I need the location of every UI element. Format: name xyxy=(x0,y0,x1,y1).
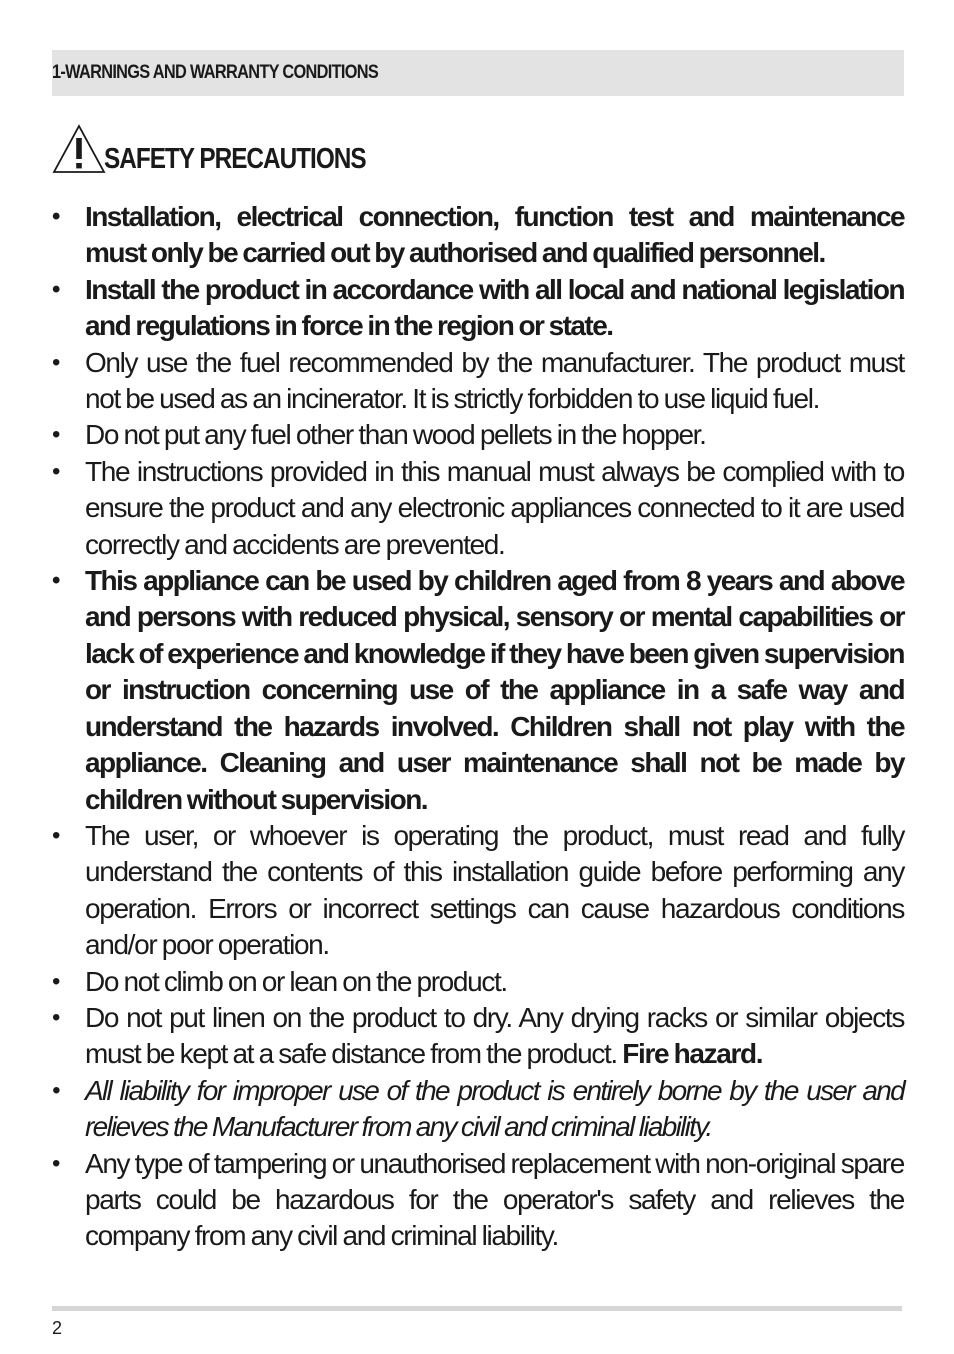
list-item-text: Any type of tampering or unauthorised replacement with non-original spare parts could be hazardous for the operator's safety and relieves the company from any civil and criminal liability. xyxy=(85,1147,904,1252)
bullet-icon: • xyxy=(52,1076,59,1104)
list-item-text: This appliance can be used by children aged from 8 years and above and persons with reduced physical, sensory or mental capabilities or lack of experience and knowledge if they have been given supervision or instruction concerning use of the appliance in a safe way and understand the hazards involved. Children shall not play with the appliance. Cleaning and user maintenance shall not be made by children without supervision. xyxy=(85,565,904,815)
list-item xyxy=(52,1073,904,1146)
list-item xyxy=(52,563,904,818)
bullet-icon: • xyxy=(52,203,59,230)
bullet-icon: • xyxy=(52,275,59,303)
bullet-icon: • xyxy=(52,1149,60,1177)
bullet-icon: • xyxy=(52,457,60,485)
list-item-text: Do not put any fuel other than wood pellets in the hopper. xyxy=(85,419,706,451)
list-item xyxy=(52,272,904,345)
list-item-text: Do not put linen on the product to dry. Any drying racks or similar objects must be kept at a safe distance from the product. xyxy=(85,1001,904,1070)
section-header-bar xyxy=(52,50,904,96)
warning-triangle-icon xyxy=(52,124,106,176)
section-title: 1-WARNINGS AND WARRANTY CONDITIONS xyxy=(52,62,379,83)
list-item xyxy=(52,964,904,1000)
bullet-icon: • xyxy=(52,967,60,995)
list-item-text: All liability for improper use of the product is entirely borne by the user and relieves the Manufacturer from any civil and criminal liability. xyxy=(85,1074,904,1143)
list-item xyxy=(52,454,904,563)
bullet-icon: • xyxy=(52,1003,60,1031)
fire-hazard-warning: Fire hazard. xyxy=(622,1038,763,1070)
bullet-icon: • xyxy=(52,421,60,449)
bullet-icon: • xyxy=(52,567,59,595)
list-item xyxy=(52,818,904,964)
bullet-icon: • xyxy=(52,348,60,376)
list-item-text: Installation, electrical connection, function test and maintenance must only be carried out by authorised and qualified personnel. xyxy=(85,201,904,269)
list-item-text: Install the product in accordance with all local and national legislation and regulations in force in the region or state. xyxy=(85,273,904,342)
list-item xyxy=(52,199,904,272)
page-number: 2 xyxy=(52,1318,62,1338)
safety-precautions-list xyxy=(52,199,904,1255)
footer-divider xyxy=(52,1306,902,1311)
list-item xyxy=(52,417,904,453)
bullet-icon: • xyxy=(52,821,60,849)
list-item-text: The instructions provided in this manual must always be complied with to ensure the product and any electronic appliances connected to it are used correctly and accidents are prevented. xyxy=(85,455,904,560)
list-item-text: The user, or whoever is operating the product, must read and fully understand the contents of this installation guide before performing any operation. Errors or incorrect settings can cause hazardous conditions and/or poor operation. xyxy=(85,819,904,961)
list-item xyxy=(52,1146,904,1255)
safety-heading xyxy=(52,114,415,176)
list-item xyxy=(52,1000,904,1073)
list-item-text: Only use the fuel recommended by the manufacturer. The product must not be used as an incinerator. It is strictly forbidden to use liquid fuel. xyxy=(85,346,904,415)
list-item-text: Do not climb on or lean on the product. xyxy=(85,965,507,997)
list-item xyxy=(52,345,904,418)
page-title: SAFETY PRECAUTIONS xyxy=(104,143,366,175)
